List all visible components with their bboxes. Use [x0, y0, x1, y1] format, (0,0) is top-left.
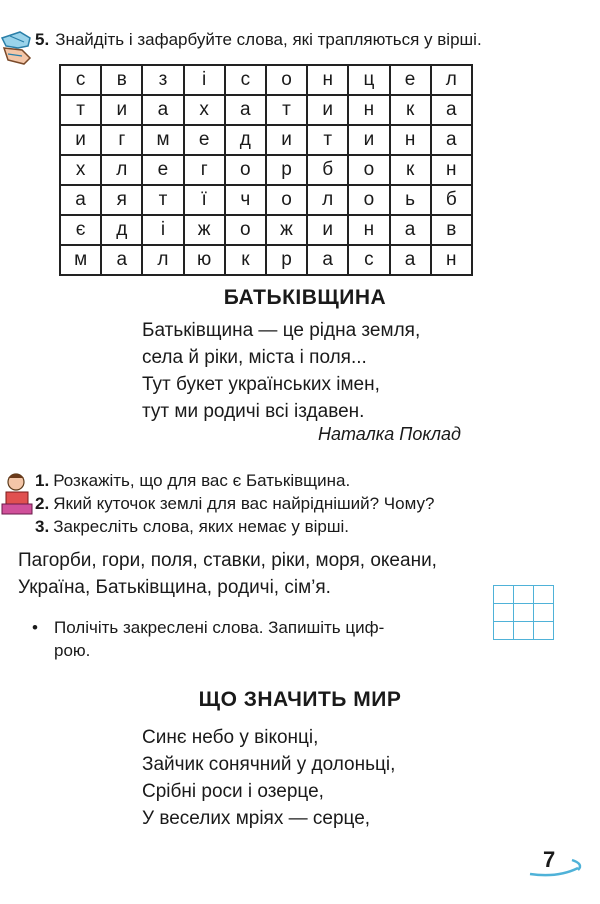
grid-cell[interactable]: с [348, 245, 389, 275]
grid-cell[interactable]: л [101, 155, 142, 185]
poem-line: Батьківщина — це рідна земля, [142, 320, 421, 341]
grid-cell[interactable]: е [142, 155, 183, 185]
poem-line: Зайчик сонячний у долоньці, [142, 754, 396, 775]
word-list-line: Пагорби, гори, поля, ставки, ріки, моря, океани, [18, 550, 437, 571]
poem-line: тут ми родичі всі іздавен. [142, 401, 365, 422]
instruction-line: рою. [54, 641, 91, 660]
answer-box[interactable] [494, 586, 514, 604]
grid-cell[interactable]: л [431, 65, 472, 95]
poem-line: Срібні роси і озерце, [142, 781, 324, 802]
grid-cell[interactable]: б [431, 185, 472, 215]
poem-line: Тут букет українських імен, [142, 374, 380, 395]
letter-grid [59, 64, 473, 276]
word-list-line: Україна, Батьківщина, родичі, сім’я. [18, 577, 331, 598]
grid-cell[interactable]: н [307, 65, 348, 95]
question-item [35, 515, 434, 538]
grid-cell[interactable]: а [431, 125, 472, 155]
question-text: Закресліть слова, яких немає у вірші. [53, 517, 349, 536]
grid-cell[interactable]: н [390, 125, 431, 155]
grid-cell[interactable]: е [390, 65, 431, 95]
grid-cell[interactable]: г [184, 155, 225, 185]
grid-cell[interactable]: о [225, 215, 266, 245]
grid-cell[interactable]: я [101, 185, 142, 215]
grid-cell[interactable]: р [266, 245, 307, 275]
grid-cell[interactable]: з [142, 65, 183, 95]
grid-cell[interactable]: р [266, 155, 307, 185]
grid-cell[interactable]: и [101, 95, 142, 125]
poem-body [142, 724, 395, 832]
poem-line: Синє небо у віконці, [142, 727, 319, 748]
poem-title: ЩО ЗНАЧИТЬ МИР [198, 688, 402, 711]
grid-cell[interactable]: м [142, 125, 183, 155]
grid-cell[interactable]: а [101, 245, 142, 275]
poem-author: Наталка Поклад [318, 424, 461, 444]
answer-box[interactable] [494, 622, 514, 640]
poem-line: села й ріки, міста і поля... [142, 347, 367, 368]
grid-cell[interactable]: т [307, 125, 348, 155]
instruction-line: Полічіть закреслені слова. Запишіть циф- [54, 618, 385, 637]
grid-cell[interactable]: д [225, 125, 266, 155]
grid-cell[interactable]: е [184, 125, 225, 155]
grid-cell[interactable]: г [101, 125, 142, 155]
grid-cell[interactable]: і [184, 65, 225, 95]
grid-cell[interactable]: є [60, 215, 101, 245]
grid-cell[interactable]: и [307, 95, 348, 125]
grid-cell[interactable]: к [390, 95, 431, 125]
hand-pointing-icon [0, 28, 34, 72]
grid-cell[interactable]: о [348, 185, 389, 215]
question-number: 1. [35, 471, 50, 490]
grid-cell[interactable]: и [60, 125, 101, 155]
poem-title: БАТЬКІВЩИНА [223, 286, 387, 309]
answer-boxes [493, 585, 554, 640]
question-text: Розкажіть, що для вас є Батьківщина. [53, 471, 351, 490]
grid-cell[interactable]: ь [390, 185, 431, 215]
grid-cell[interactable]: о [225, 155, 266, 185]
grid-cell[interactable]: і [142, 215, 183, 245]
grid-cell[interactable]: н [431, 155, 472, 185]
grid-cell[interactable]: в [101, 65, 142, 95]
poem-body [142, 317, 420, 425]
grid-cell[interactable]: д [101, 215, 142, 245]
grid-cell[interactable]: т [142, 185, 183, 215]
grid-cell[interactable]: б [307, 155, 348, 185]
task-text: Знайдіть і зафарбуйте слова, які трапляються у вірші. [55, 30, 482, 49]
grid-cell[interactable]: л [307, 185, 348, 215]
grid-cell[interactable]: м [60, 245, 101, 275]
grid-row [60, 65, 472, 95]
grid-cell[interactable]: а [60, 185, 101, 215]
grid-cell[interactable]: о [266, 65, 307, 95]
answer-box[interactable] [494, 604, 514, 622]
grid-cell[interactable]: ж [266, 215, 307, 245]
grid-row [60, 125, 472, 155]
grid-cell[interactable]: х [184, 95, 225, 125]
grid-cell[interactable]: л [142, 245, 183, 275]
answer-box[interactable] [514, 622, 534, 640]
answer-box[interactable] [534, 586, 554, 604]
grid-row [60, 185, 472, 215]
grid-cell[interactable]: н [431, 245, 472, 275]
question-number: 2. [35, 494, 50, 513]
answer-box[interactable] [534, 604, 554, 622]
bullet-mark: • [32, 618, 38, 637]
grid-cell[interactable]: а [307, 245, 348, 275]
grid-cell[interactable]: а [142, 95, 183, 125]
grid-cell[interactable]: и [266, 125, 307, 155]
task-number: 5. [35, 30, 50, 49]
grid-cell[interactable]: н [348, 95, 389, 125]
grid-row [60, 215, 472, 245]
grid-cell[interactable]: с [225, 65, 266, 95]
grid-cell[interactable]: и [348, 125, 389, 155]
page-swoosh-icon [528, 856, 586, 878]
grid-cell[interactable]: о [348, 155, 389, 185]
answer-box[interactable] [514, 586, 534, 604]
grid-cell[interactable]: т [60, 95, 101, 125]
question-item [35, 492, 434, 515]
grid-cell[interactable]: о [266, 185, 307, 215]
grid-cell[interactable]: в [431, 215, 472, 245]
question-number: 3. [35, 517, 50, 536]
boy-reading-icon [0, 470, 34, 520]
answer-box[interactable] [534, 622, 554, 640]
grid-cell[interactable]: н [348, 215, 389, 245]
grid-cell[interactable]: ї [184, 185, 225, 215]
question-item [35, 469, 434, 492]
grid-cell[interactable]: ю [184, 245, 225, 275]
question-text: Який куточок землі для вас найрідніший? Чому? [53, 494, 435, 513]
grid-cell[interactable]: а [225, 95, 266, 125]
grid-cell[interactable]: т [266, 95, 307, 125]
grid-cell[interactable]: к [390, 155, 431, 185]
grid-cell[interactable]: к [225, 245, 266, 275]
count-instruction [32, 616, 472, 662]
page-number: 7 [543, 847, 556, 872]
grid-cell[interactable]: ч [225, 185, 266, 215]
grid-row [60, 95, 472, 125]
grid-cell[interactable]: х [60, 155, 101, 185]
grid-cell[interactable]: ц [348, 65, 389, 95]
grid-cell[interactable]: а [431, 95, 472, 125]
grid-cell[interactable]: и [307, 215, 348, 245]
task-5-instruction [35, 30, 482, 50]
grid-row [60, 245, 472, 275]
grid-row [60, 155, 472, 185]
grid-cell[interactable]: а [390, 245, 431, 275]
poem-line: У веселих мріях — серце, [142, 808, 371, 829]
questions-list [35, 469, 434, 538]
grid-cell[interactable]: а [390, 215, 431, 245]
grid-cell[interactable]: ж [184, 215, 225, 245]
answer-box[interactable] [514, 604, 534, 622]
grid-cell[interactable]: с [60, 65, 101, 95]
